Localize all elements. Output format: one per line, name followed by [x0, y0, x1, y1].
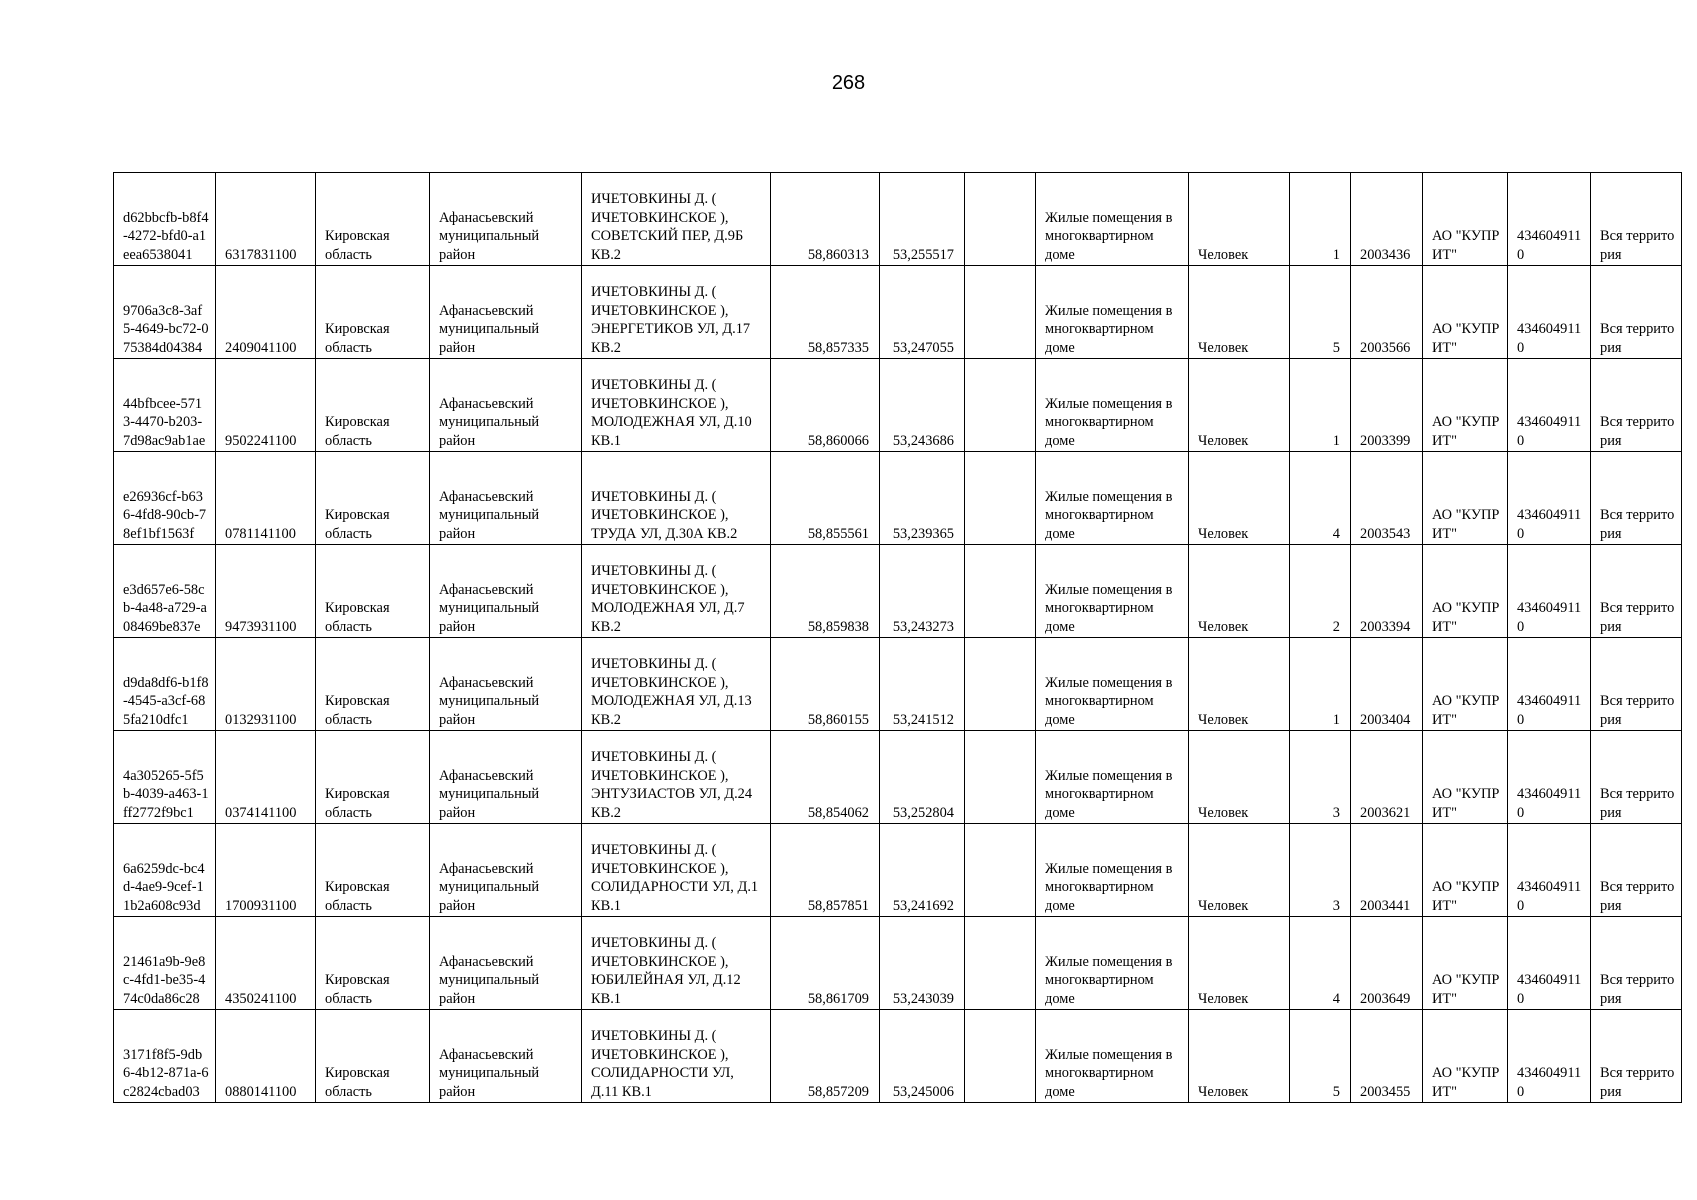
cell-inn: 4346049110	[1508, 452, 1591, 545]
cell-code: 2409041100	[216, 266, 316, 359]
cell-territory: Вся территория	[1591, 359, 1682, 452]
cell-empty	[965, 266, 1036, 359]
cell-object-type: Жилые помещения в многоквартирном доме	[1036, 638, 1189, 731]
cell-address: ИЧЕТОВКИНЫ Д. ( ИЧЕТОВКИНСКОЕ ), СОЛИДАРНОСТИ УЛ, Д.11 КВ.1	[582, 1010, 771, 1103]
registry-rows	[114, 173, 1682, 1103]
cell-reg-number: 2003399	[1351, 359, 1423, 452]
cell-object-type: Жилые помещения в многоквартирном доме	[1036, 359, 1189, 452]
cell-id: 3171f8f5-9db6-4b12-871a-6c2824cbad03	[114, 1010, 216, 1103]
cell-territory: Вся территория	[1591, 731, 1682, 824]
cell-count: 1	[1290, 638, 1351, 731]
cell-latitude: 58,857335	[771, 266, 880, 359]
cell-organization: АО "КУПРИТ"	[1423, 266, 1508, 359]
cell-latitude: 58,855561	[771, 452, 880, 545]
table-row	[114, 452, 1682, 545]
cell-region: Кировская область	[316, 824, 430, 917]
cell-code: 0880141100	[216, 1010, 316, 1103]
cell-empty	[965, 359, 1036, 452]
cell-territory: Вся территория	[1591, 824, 1682, 917]
table-row	[114, 545, 1682, 638]
cell-inn: 4346049110	[1508, 266, 1591, 359]
cell-longitude: 53,243686	[880, 359, 965, 452]
cell-object-type: Жилые помещения в многоквартирном доме	[1036, 452, 1189, 545]
cell-reg-number: 2003441	[1351, 824, 1423, 917]
cell-object-type: Жилые помещения в многоквартирном доме	[1036, 731, 1189, 824]
cell-id: 44bfbcee-5713-4470-b203-7d98ac9ab1ae	[114, 359, 216, 452]
cell-district: Афанасьевский муниципальный район	[430, 266, 582, 359]
cell-id: d9da8df6-b1f8-4545-a3cf-685fa210dfc1	[114, 638, 216, 731]
cell-latitude: 58,860313	[771, 173, 880, 266]
cell-reg-number: 2003394	[1351, 545, 1423, 638]
cell-inn: 4346049110	[1508, 917, 1591, 1010]
cell-empty	[965, 638, 1036, 731]
cell-count: 4	[1290, 917, 1351, 1010]
cell-id: 6a6259dc-bc4d-4ae9-9cef-11b2a608c93d	[114, 824, 216, 917]
cell-inn: 4346049110	[1508, 731, 1591, 824]
cell-id: d62bbcfb-b8f4-4272-bfd0-a1eea6538041	[114, 173, 216, 266]
cell-district: Афанасьевский муниципальный район	[430, 452, 582, 545]
cell-district: Афанасьевский муниципальный район	[430, 731, 582, 824]
cell-unit: Человек	[1189, 359, 1290, 452]
cell-region: Кировская область	[316, 545, 430, 638]
cell-district: Афанасьевский муниципальный район	[430, 917, 582, 1010]
cell-count: 4	[1290, 452, 1351, 545]
cell-latitude: 58,860066	[771, 359, 880, 452]
cell-region: Кировская область	[316, 173, 430, 266]
cell-longitude: 53,241692	[880, 824, 965, 917]
table-row	[114, 266, 1682, 359]
cell-count: 2	[1290, 545, 1351, 638]
cell-code: 6317831100	[216, 173, 316, 266]
cell-object-type: Жилые помещения в многоквартирном доме	[1036, 266, 1189, 359]
cell-district: Афанасьевский муниципальный район	[430, 359, 582, 452]
cell-district: Афанасьевский муниципальный район	[430, 1010, 582, 1103]
cell-region: Кировская область	[316, 1010, 430, 1103]
cell-longitude: 53,252804	[880, 731, 965, 824]
cell-id: e3d657e6-58cb-4a48-a729-a08469be837e	[114, 545, 216, 638]
cell-count: 1	[1290, 359, 1351, 452]
cell-region: Кировская область	[316, 266, 430, 359]
cell-unit: Человек	[1189, 638, 1290, 731]
cell-longitude: 53,243039	[880, 917, 965, 1010]
cell-territory: Вся территория	[1591, 1010, 1682, 1103]
cell-reg-number: 2003566	[1351, 266, 1423, 359]
cell-region: Кировская область	[316, 359, 430, 452]
page-number: 268	[831, 72, 866, 94]
cell-id: 9706a3c8-3af5-4649-bc72-075384d04384	[114, 266, 216, 359]
cell-longitude: 53,245006	[880, 1010, 965, 1103]
cell-reg-number: 2003436	[1351, 173, 1423, 266]
table-row	[114, 173, 1682, 266]
cell-reg-number: 2003404	[1351, 638, 1423, 731]
cell-longitude: 53,247055	[880, 266, 965, 359]
cell-organization: АО "КУПРИТ"	[1423, 638, 1508, 731]
cell-address: ИЧЕТОВКИНЫ Д. ( ИЧЕТОВКИНСКОЕ ), МОЛОДЕЖНАЯ УЛ, Д.7 КВ.2	[582, 545, 771, 638]
cell-latitude: 58,859838	[771, 545, 880, 638]
cell-inn: 4346049110	[1508, 173, 1591, 266]
cell-count: 1	[1290, 173, 1351, 266]
cell-region: Кировская область	[316, 452, 430, 545]
cell-unit: Человек	[1189, 452, 1290, 545]
cell-code: 0374141100	[216, 731, 316, 824]
cell-organization: АО "КУПРИТ"	[1423, 545, 1508, 638]
cell-longitude: 53,255517	[880, 173, 965, 266]
cell-count: 3	[1290, 731, 1351, 824]
cell-object-type: Жилые помещения в многоквартирном доме	[1036, 917, 1189, 1010]
cell-unit: Человек	[1189, 266, 1290, 359]
cell-address: ИЧЕТОВКИНЫ Д. ( ИЧЕТОВКИНСКОЕ ), МОЛОДЕЖНАЯ УЛ, Д.13 КВ.2	[582, 638, 771, 731]
cell-territory: Вся территория	[1591, 452, 1682, 545]
cell-district: Афанасьевский муниципальный район	[430, 545, 582, 638]
cell-organization: АО "КУПРИТ"	[1423, 917, 1508, 1010]
cell-code: 9473931100	[216, 545, 316, 638]
cell-address: ИЧЕТОВКИНЫ Д. ( ИЧЕТОВКИНСКОЕ ), ЮБИЛЕЙНАЯ УЛ, Д.12 КВ.1	[582, 917, 771, 1010]
cell-object-type: Жилые помещения в многоквартирном доме	[1036, 824, 1189, 917]
cell-object-type: Жилые помещения в многоквартирном доме	[1036, 173, 1189, 266]
cell-longitude: 53,241512	[880, 638, 965, 731]
cell-inn: 4346049110	[1508, 359, 1591, 452]
cell-address: ИЧЕТОВКИНЫ Д. ( ИЧЕТОВКИНСКОЕ ), ЭНТУЗИАСТОВ УЛ, Д.24 КВ.2	[582, 731, 771, 824]
cell-organization: АО "КУПРИТ"	[1423, 452, 1508, 545]
cell-id: 21461a9b-9e8c-4fd1-be35-474c0da86c28	[114, 917, 216, 1010]
cell-address: ИЧЕТОВКИНЫ Д. ( ИЧЕТОВКИНСКОЕ ), СОВЕТСКИЙ ПЕР, Д.9Б КВ.2	[582, 173, 771, 266]
cell-code: 9502241100	[216, 359, 316, 452]
table-row	[114, 917, 1682, 1010]
cell-longitude: 53,239365	[880, 452, 965, 545]
cell-territory: Вся территория	[1591, 638, 1682, 731]
cell-inn: 4346049110	[1508, 638, 1591, 731]
cell-territory: Вся территория	[1591, 173, 1682, 266]
table-row	[114, 638, 1682, 731]
cell-empty	[965, 1010, 1036, 1103]
cell-address: ИЧЕТОВКИНЫ Д. ( ИЧЕТОВКИНСКОЕ ), СОЛИДАРНОСТИ УЛ, Д.1 КВ.1	[582, 824, 771, 917]
cell-address: ИЧЕТОВКИНЫ Д. ( ИЧЕТОВКИНСКОЕ ), ЭНЕРГЕТИКОВ УЛ, Д.17 КВ.2	[582, 266, 771, 359]
cell-district: Афанасьевский муниципальный район	[430, 638, 582, 731]
cell-latitude: 58,857851	[771, 824, 880, 917]
cell-code: 1700931100	[216, 824, 316, 917]
cell-longitude: 53,243273	[880, 545, 965, 638]
table-row	[114, 824, 1682, 917]
cell-latitude: 58,860155	[771, 638, 880, 731]
cell-count: 3	[1290, 824, 1351, 917]
cell-unit: Человек	[1189, 1010, 1290, 1103]
cell-district: Афанасьевский муниципальный район	[430, 173, 582, 266]
cell-unit: Человек	[1189, 917, 1290, 1010]
cell-territory: Вся территория	[1591, 917, 1682, 1010]
cell-address: ИЧЕТОВКИНЫ Д. ( ИЧЕТОВКИНСКОЕ ), ТРУДА УЛ, Д.30А КВ.2	[582, 452, 771, 545]
cell-territory: Вся территория	[1591, 545, 1682, 638]
cell-code: 4350241100	[216, 917, 316, 1010]
table-row	[114, 359, 1682, 452]
cell-id: e26936cf-b636-4fd8-90cb-78ef1bf1563f	[114, 452, 216, 545]
cell-organization: АО "КУПРИТ"	[1423, 1010, 1508, 1103]
cell-empty	[965, 545, 1036, 638]
table-row	[114, 731, 1682, 824]
cell-empty	[965, 731, 1036, 824]
cell-empty	[965, 452, 1036, 545]
cell-unit: Человек	[1189, 731, 1290, 824]
cell-region: Кировская область	[316, 731, 430, 824]
registry-table	[113, 172, 1682, 1103]
cell-reg-number: 2003649	[1351, 917, 1423, 1010]
cell-district: Афанасьевский муниципальный район	[430, 824, 582, 917]
cell-object-type: Жилые помещения в многоквартирном доме	[1036, 1010, 1189, 1103]
cell-organization: АО "КУПРИТ"	[1423, 824, 1508, 917]
table-row	[114, 1010, 1682, 1103]
cell-organization: АО "КУПРИТ"	[1423, 731, 1508, 824]
cell-organization: АО "КУПРИТ"	[1423, 359, 1508, 452]
cell-region: Кировская область	[316, 638, 430, 731]
cell-object-type: Жилые помещения в многоквартирном доме	[1036, 545, 1189, 638]
cell-inn: 4346049110	[1508, 1010, 1591, 1103]
cell-unit: Человек	[1189, 824, 1290, 917]
cell-unit: Человек	[1189, 173, 1290, 266]
cell-count: 5	[1290, 1010, 1351, 1103]
cell-latitude: 58,854062	[771, 731, 880, 824]
cell-count: 5	[1290, 266, 1351, 359]
cell-code: 0132931100	[216, 638, 316, 731]
cell-reg-number: 2003543	[1351, 452, 1423, 545]
cell-latitude: 58,857209	[771, 1010, 880, 1103]
cell-empty	[965, 917, 1036, 1010]
cell-organization: АО "КУПРИТ"	[1423, 173, 1508, 266]
cell-inn: 4346049110	[1508, 545, 1591, 638]
cell-reg-number: 2003621	[1351, 731, 1423, 824]
cell-empty	[965, 173, 1036, 266]
cell-id: 4a305265-5f5b-4039-a463-1ff2772f9bc1	[114, 731, 216, 824]
cell-reg-number: 2003455	[1351, 1010, 1423, 1103]
cell-unit: Человек	[1189, 545, 1290, 638]
cell-latitude: 58,861709	[771, 917, 880, 1010]
cell-address: ИЧЕТОВКИНЫ Д. ( ИЧЕТОВКИНСКОЕ ), МОЛОДЕЖНАЯ УЛ, Д.10 КВ.1	[582, 359, 771, 452]
cell-region: Кировская область	[316, 917, 430, 1010]
cell-empty	[965, 824, 1036, 917]
cell-code: 0781141100	[216, 452, 316, 545]
cell-territory: Вся территория	[1591, 266, 1682, 359]
cell-inn: 4346049110	[1508, 824, 1591, 917]
